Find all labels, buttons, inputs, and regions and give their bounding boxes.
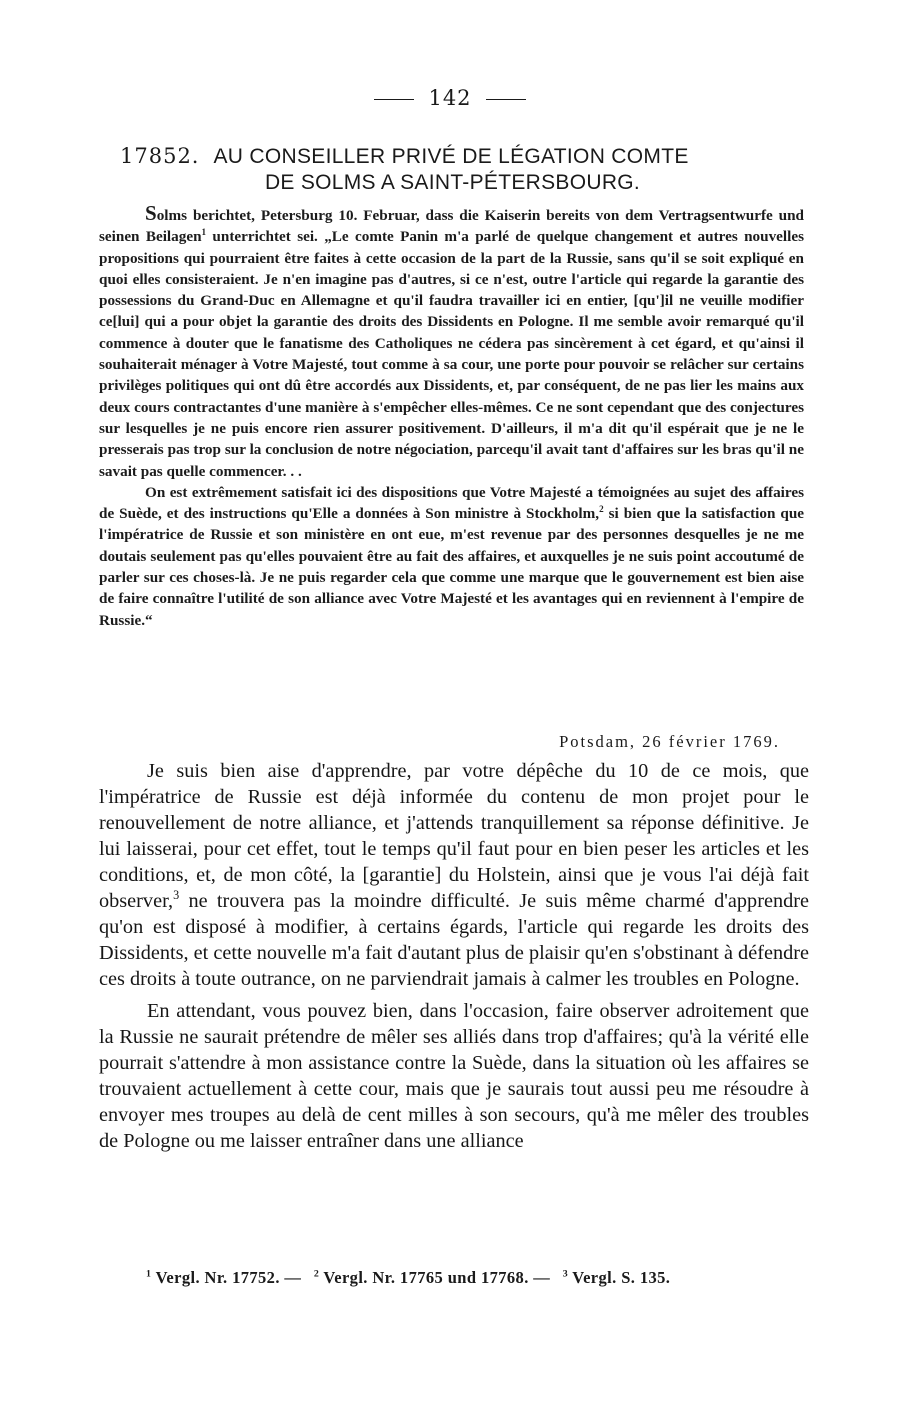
- footnote-2-marker: 2: [313, 1268, 320, 1280]
- footnote-separator-2: —: [533, 1268, 551, 1287]
- letter-body: [99, 758, 809, 1160]
- summary-initial: S: [145, 201, 157, 225]
- letter-number: 17852.: [120, 144, 200, 168]
- footnote-2: [314, 1268, 529, 1287]
- footnote-3-marker: 3: [562, 1268, 569, 1280]
- summary-p1-text-b: unterrichtet sei. „Le comte Panin m'a parlé de quelque changement et autres nouvelles propositions qui pourraient être faites à cette occasion de la part de la Russie, sans qu'il se soit expliqué en quoi elles consisteraient. Je n'en imagine pas d'autres, si ce n'est, outre l'article qui regarde la garantie des possessions du Grand-Duc en Allemagne et qu'il faudra travailler ici en entier, [qu']il ne veuille modifier ce[lui] qui a pour objet la garantie des droits des Dissidents en Pologne. Il me semble avoir remarqué qu'il commence à douter que le fanatisme des Catholiques ne cédera pas sincèrement à cet égard, et qu'ainsi il souhaiterait ménager à Votre Majesté, tout comme à sa cour, une porte pour pouvoir se relâcher sur certains privilèges politiques qui ont dû être accordés aux Dissidents, et, par conséquent, de ne pas lier les mains aux deux cours contractantes d'une manière à s'empêcher elles-mêmes. Ce ne sont cependant que des conjectures sur lesquelles je ne puis encore rien assurer positivement. D'ailleurs, il m'a dit qu'il espérait que je ne le presserais pas trop sur la conclusion de notre négociation, parcequ'il avait tant d'affaires sur les bras qu'il ne savait pas quelle commencer. . .: [99, 228, 804, 480]
- page-number-rule-left: [374, 99, 414, 100]
- footnote-ref-2: 2: [599, 504, 604, 515]
- body-p1-text-a: Je suis bien aise d'apprendre, par votre dépêche du 10 de ce mois, que l'impératrice de Russie est déjà informée du contenu de mon projet pour le renouvellement de notre alliance, et j'attends tranquillement sa réponse définitive. Je lui laisserai, pour cet effet, tout le temps qu'il faut pour en bien peser les articles et les conditions, et, de mon côté, la [garantie] du Holstein, ainsi que je vous l'ai déjà fait observer,: [99, 760, 809, 912]
- body-paragraph-1: [99, 758, 809, 992]
- summary-p1-text-a: olms berichtet, Petersburg 10. Februar, dass die Kaiserin bereits von dem Vertragsentwurfe und seinen Beilagen: [99, 207, 804, 246]
- footnote-1: [146, 1268, 280, 1287]
- footnote-ref-3: 3: [173, 888, 180, 903]
- heading-line-1: AU CONSEILLER PRIVÉ DE LÉGATION COMTE: [213, 145, 689, 168]
- page-number: [0, 86, 900, 110]
- footnote-ref-1: 1: [201, 227, 207, 238]
- footnote-1-text: Vergl. Nr. 17752.: [155, 1268, 280, 1287]
- heading-line-2: DE SOLMS A SAINT-PÉTERSBOURG.: [264, 171, 641, 194]
- letter-heading: [120, 143, 820, 196]
- footnote-2-text: Vergl. Nr. 17765 und 17768.: [323, 1268, 529, 1287]
- summary-paragraph-1: [99, 203, 804, 482]
- page-number-rule-right: [486, 99, 526, 100]
- body-p1-text-b: ne trouvera pas la moindre difficulté. Je suis même charmé d'apprendre qu'on est disposé à modifier, à certains égards, l'article qui regarde les droits des Dissidents, et cette nouvelle m'a fait d'autant plus de plaisir qu'en s'obstinant à défendre ces droits à toute outrance, on ne parviendrait jamais à calmer les troubles en Pologne.: [99, 890, 809, 990]
- footnote-separator-1: —: [284, 1268, 302, 1287]
- summary-p2-text-b: si bien que la satisfaction que l'impératrice de Russie et son ministère en ont eue, m'est revenue par des personnes desquelles je ne me doutais seulement pas qu'elles pouvaient être au fait des affaires, et auxquelles je ne suis point accoutumé de parler sur ces choses-là. Je ne puis regarder cela que comme une marque que le gouvernement est bien aise de faire connaître l'utilité de son alliance avec Votre Majesté et les avantages qui en reviennent à l'empire de Russie.“: [99, 505, 805, 629]
- footnote-1-marker: 1: [146, 1268, 152, 1280]
- footnote-3-text: Vergl. S. 135.: [572, 1268, 671, 1287]
- dateline: Potsdam, 26 février 1769.: [559, 732, 780, 751]
- body-paragraph-2: En attendant, vous pouvez bien, dans l'occasion, faire observer adroitement que la Russie ne saurait prétendre de mêler ses alliés dans trop d'affaires; qu'à la vérité elle pourrait s'attendre à mon assistance contre la Suède, dans la situation où les affaires se trouvaient actuellement à cette cour, mais que je saurais tout aussi peu me résoudre à envoyer mes troupes au delà de cent milles à son secours, qu'à me mêler des troubles de Pologne ou me laisser entraîner dans une alliance: [99, 1000, 809, 1152]
- page-number-text: 142: [428, 86, 472, 110]
- footnote-3: [563, 1268, 671, 1287]
- footnotes: [146, 1268, 826, 1288]
- summary-paragraph-2: [99, 482, 804, 631]
- summary-p2-text-a: On est extrêmement satisfait ici des dispositions que Votre Majesté a témoignées au sujet des affaires de Suède, et des instructions qu'Elle a données à Son ministre à Stockholm,: [99, 483, 804, 523]
- summary-block: [99, 203, 804, 631]
